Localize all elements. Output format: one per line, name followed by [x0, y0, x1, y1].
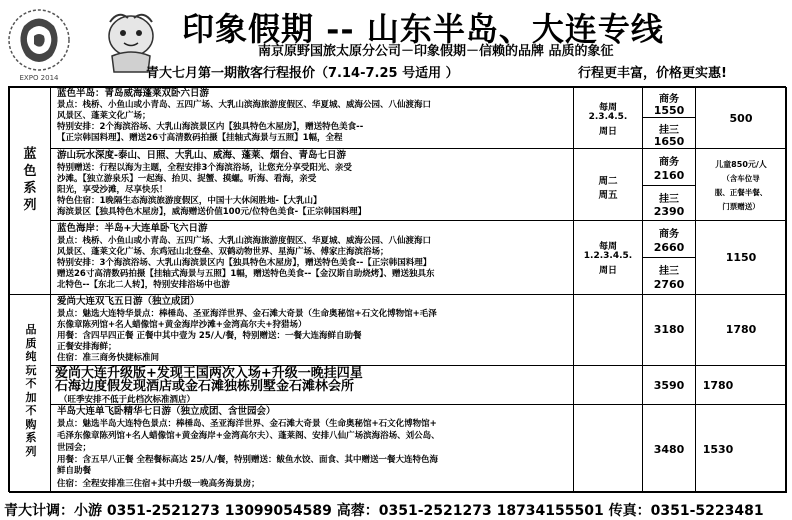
- guest-label: 挂三: [659, 194, 679, 205]
- row-5-title: 爱尚大连升级版+发现王国两次入场+升级一晚挂四星: [55, 366, 363, 381]
- price: 3590: [653, 379, 685, 392]
- series-label-premium: 品 质 纯 玩 不 加 不 购 系 列: [25, 323, 37, 458]
- row-2-desc: [50, 148, 574, 221]
- days-text: 2.3.4.5.: [588, 112, 628, 122]
- row-2-extra: [695, 148, 787, 221]
- row-3-business: [642, 220, 696, 258]
- business-label: 商务: [659, 94, 679, 105]
- business-price: 2160: [653, 169, 685, 182]
- row-1-desc: [50, 87, 574, 149]
- row-4-price-cell: [642, 294, 696, 366]
- price: 3180: [653, 323, 685, 336]
- row-5-price-cell: [642, 365, 696, 405]
- row-3-line: 赠送26寸高清数码拍摄【挂轴式海景与五照】1幅，赠送特色美食--【金汉斯自助烧烤】、赠送独具东: [57, 269, 435, 279]
- guest-label: 挂三: [659, 266, 679, 277]
- guest-price: 2390: [653, 205, 685, 218]
- row-1-guest: [642, 117, 696, 149]
- row-4-line: 景点：魅选大连特华景点：棒棰岛、圣亚海洋世界、金石滩大奇景（生命奥秘馆+石文化博物馆+毛泽: [57, 309, 437, 319]
- page-title: 印象假期 -- 山东半岛、大连专线: [182, 10, 664, 48]
- days-text: 每周: [598, 103, 617, 113]
- row-3-desc: [50, 220, 574, 295]
- row-6-days: [573, 404, 643, 493]
- row-1-business: [642, 87, 696, 118]
- row-5-desc: [50, 365, 574, 405]
- business-price: 2660: [653, 241, 685, 254]
- business-price: 1550: [653, 104, 685, 117]
- row-2-business: [642, 148, 696, 186]
- contact-footer: 青大计调：小游 0351-2521273 13099054589 高蓉：0351-2521273 18734155501 传真：0351-5223481: [4, 503, 764, 519]
- row-5-line: 石海边度假发现酒店或金石滩独栋别墅金石滩林会所: [55, 379, 355, 394]
- extra-note: （含车位导: [722, 174, 760, 183]
- extra-price: 1780: [725, 323, 757, 336]
- row-6-price-cell: [642, 404, 696, 493]
- days-text: 每周: [598, 242, 617, 252]
- row-6-desc: [50, 404, 574, 493]
- company-subtitle: 南京原野国旅太原分公司－印象假期－信赖的品牌 品质的象征: [258, 44, 614, 59]
- period-subtitle: 青大七月第一期散客行程报价（7.14-7.25 号适用 ）: [146, 66, 459, 81]
- row-1-line: 【正宗韩国料理】、赠送26寸高清数码拍摄【挂轴式海景与五照】1幅，全程: [57, 133, 343, 143]
- row-3-line: 风景区、蓬莱文化广场、东鸡冠山北登垒、双鹤动物世界、星海广场、傅家庄海滨浴场；: [57, 247, 389, 257]
- row-2-line: 特色住宿：1晚隔生态海滨旅游度假区，中国十大休闲胜地-【大乳山】: [57, 196, 322, 206]
- row-3-days: [573, 220, 643, 295]
- row-5-note: （旺季安排不低于此档次标准酒店）: [59, 395, 196, 405]
- row-4-desc: [50, 294, 574, 366]
- row-2-line: 特别赠送：行程以海为主题，全程安排3个海滨浴场，让您充分享受阳光、亲受: [57, 163, 352, 173]
- row-1-extra: [695, 87, 787, 149]
- days-text: 1.2.3.4.5.: [583, 251, 633, 261]
- row-2-line: 阳光，享受沙滩，尽享快乐！: [57, 185, 168, 195]
- extra-price: 500: [729, 112, 753, 125]
- extra-price: 1150: [725, 251, 757, 264]
- series-cell-blue: [9, 87, 51, 295]
- extra-note: 门票赠送）: [722, 202, 760, 211]
- row-1-line: 风景区、蓬莱文化广场；: [57, 111, 151, 121]
- price-table: [8, 86, 786, 492]
- days-text: 周日: [598, 266, 617, 276]
- row-2-guest: [642, 185, 696, 221]
- series-label-blue: 蓝 色 系 列: [23, 147, 37, 213]
- row-1-line: 特别安排：2个海滨浴场、大乳山海滨景区内【独具特色木屋房】，赠送特色美食--: [57, 122, 364, 132]
- svg-text:EXPO 2014: EXPO 2014: [19, 74, 59, 82]
- row-4-line: 住宿：准三商务快捷标准间: [57, 353, 160, 363]
- row-4-extra: [695, 294, 787, 366]
- row-5-days: [573, 365, 643, 405]
- row-4-title: 爱尚大连双飞五日游（独立成团）: [57, 296, 200, 307]
- series-cell-premium: [9, 294, 51, 493]
- row-3-line: 景点：栈桥、小鱼山或小青岛、五四广场、大乳山滨海旅游度假区、华夏城、威海公园、八仙渡海口: [57, 236, 432, 246]
- days-text: 周日: [598, 127, 617, 137]
- row-2-days: [573, 148, 643, 221]
- row-6-extra: [695, 404, 787, 493]
- extra-price: 1780: [702, 379, 734, 392]
- extra-note: 服、正餐半餐、: [714, 188, 768, 197]
- extra-price: 1530: [702, 443, 734, 456]
- row-6-title: 半岛大连单飞卧精华七日游（独立成团、含世园会）: [57, 406, 276, 417]
- row-6-line: 住宿：全程安排准三住宿+其中升级一晚高务海景房；: [57, 479, 260, 489]
- row-4-line: 用餐：含四早四正餐 正餐中其中壹为 25/人/餐，特别赠送：一餐大连海鲜自助餐: [57, 331, 362, 341]
- days-text: 周五: [598, 190, 618, 201]
- row-5-extra: [695, 365, 787, 405]
- row-3-title: 蓝色海岸：半岛+大连单卧飞六日游: [57, 223, 208, 234]
- row-6-line: 鲜自助餐: [57, 466, 92, 476]
- row-6-line: 景点：魅选半岛大连特色景点：棒棰岛、圣亚海洋世界、金石滩大奇景（生命奥秘馆+石文化博物馆+: [57, 419, 437, 429]
- row-3-line: 特别安排：3个海滨浴场、大乳山海滨景区内【独具特色木屋房】，赠送特色美食--【正宗韩国料理】: [57, 258, 432, 268]
- row-3-guest: [642, 257, 696, 295]
- business-label: 商务: [659, 229, 679, 240]
- row-4-line: 东像章陈列馆+名人蜡像馆+黄金海岸沙滩+金湾高尔夫+狩猎场）: [57, 320, 307, 330]
- row-4-line: 正餐安排海鲜；: [57, 342, 117, 352]
- row-6-line: 用餐：含五早八正餐 全程餐标高达 25/人/餐，特别赠送：鲅鱼水饺、面食、其中赠送一餐大连特色海: [57, 455, 438, 465]
- guest-price: 1650: [653, 135, 685, 148]
- price: 3480: [653, 443, 685, 456]
- row-2-line: 海滨景区【独具特色木屋房】，威海赠送价值100元/位特色美食-【正宗韩国料理】: [57, 207, 367, 217]
- days-text: 周二: [598, 176, 618, 187]
- row-1-title: 蓝色半岛：青岛威海蓬莱双卧六日游: [57, 88, 210, 99]
- expo-logo: [4, 6, 74, 84]
- extra-note: 儿童850元/人: [715, 160, 767, 169]
- tagline: 行程更丰富，价格更实惠!: [578, 66, 727, 81]
- row-2-title: 游山玩水深度-泰山、日照、大乳山、威海、蓬莱、烟台、青岛七日游: [57, 150, 346, 161]
- row-3-extra: [695, 220, 787, 295]
- row-3-line: 北特色--【东北二人转】，特别安排浴场中也游: [57, 280, 230, 290]
- row-2-line: 沙滩。【独立游泉乐】一起海、抬贝、捉蟹、摸螺。听海、看海，亲受: [57, 174, 317, 184]
- guest-label: 挂三: [659, 125, 679, 136]
- row-6-line: 世园会；: [57, 443, 92, 453]
- row-6-line: 毛泽东像章陈列馆+名人蜡像馆+黄金海岸+金湾高尔夫）、蓬莱阁、安排八仙广场滨海浴场、刘公岛、: [57, 431, 440, 441]
- row-1-days: [573, 87, 643, 149]
- row-1-line: 景点：栈桥、小鱼山或小青岛、五四广场、大乳山滨海旅游度假区、华夏城、威海公园、八仙渡海口: [57, 100, 432, 110]
- guest-price: 2760: [653, 278, 685, 291]
- business-label: 商务: [659, 157, 679, 168]
- row-4-days: [573, 294, 643, 366]
